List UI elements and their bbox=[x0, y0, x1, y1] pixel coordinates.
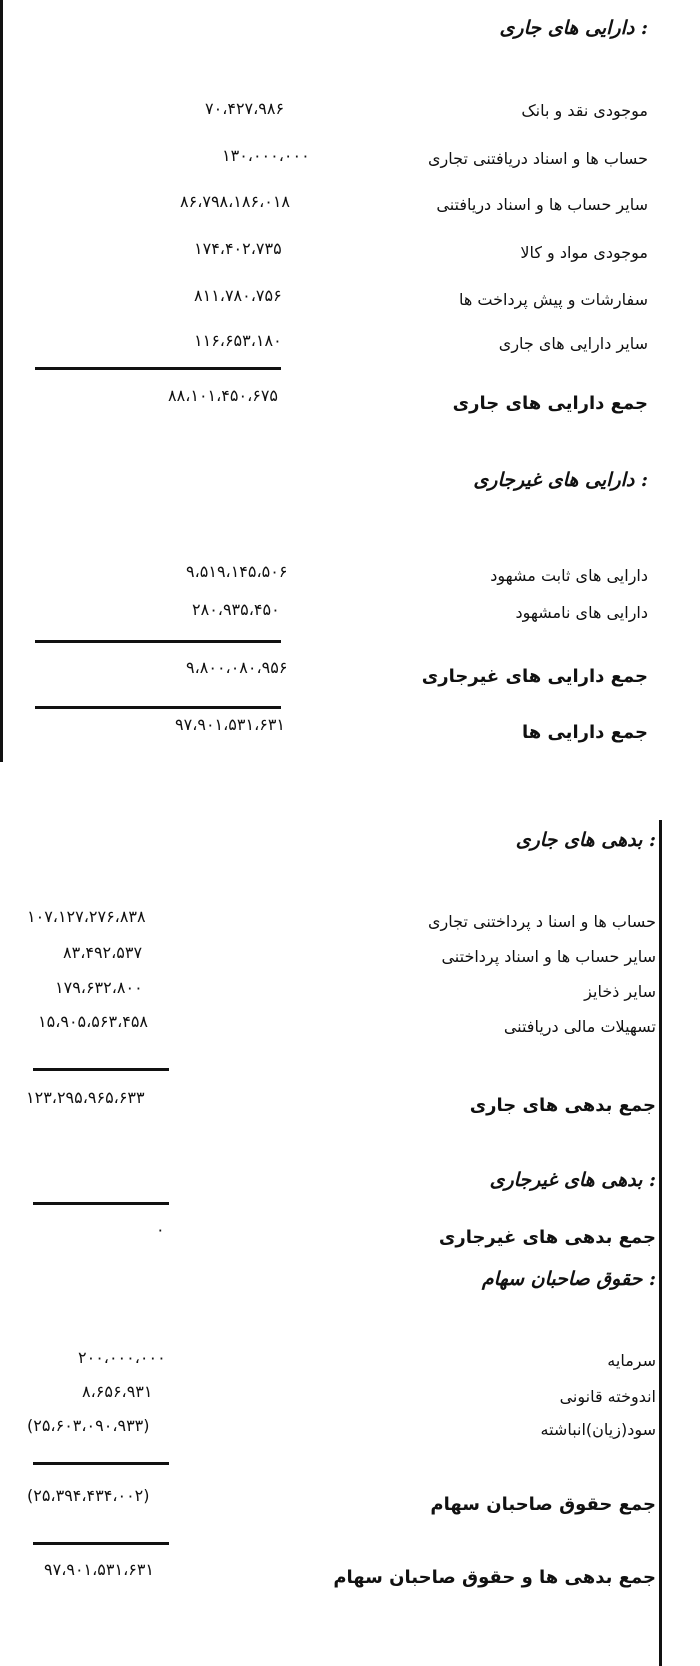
equity-row-value: ۸،۶۵۶،۹۳۱ bbox=[82, 1382, 153, 1401]
total-assets-label: جمع دارایی ها bbox=[521, 722, 648, 743]
current-liabilities-heading: بدهی های جاری : bbox=[515, 829, 656, 851]
equity-row-value: (۲۵،۶۰۳،۰۹۰،۹۳۳) bbox=[27, 1416, 150, 1435]
liability-row-label: سایر ذخایز bbox=[584, 982, 656, 1001]
equity-row-label: سود(زیان)انباشته bbox=[540, 1420, 656, 1439]
liability-row-value: ۱۵،۹۰۵،۵۶۳،۴۵۸ bbox=[38, 1012, 149, 1031]
noncurrent-assets-total-value: ۹،۸۰۰،۰۸۰،۹۵۶ bbox=[186, 658, 288, 677]
subtotal-rule bbox=[33, 1068, 169, 1071]
asset-row-label: موجودی نقد و بانک bbox=[521, 101, 648, 120]
liability-row-value: ۸۳،۴۹۲،۵۳۷ bbox=[63, 943, 143, 962]
noncurrent-assets-heading: دارایی های غیرجاری : bbox=[473, 469, 648, 491]
liability-row-label: حساب ها و اسنا د پرداختنی تجاری bbox=[428, 912, 656, 931]
liability-row-label: سایر حساب ها و اسناد پرداختنی bbox=[441, 947, 656, 966]
noncurrent-liabilities-total-label: جمع بدهی های غیرجاری bbox=[438, 1227, 656, 1248]
asset-row-value: ۱۷۴،۴۰۲،۷۳۵ bbox=[194, 239, 282, 258]
total-assets-value: ۹۷،۹۰۱،۵۳۱،۶۳۱ bbox=[175, 715, 286, 734]
asset-row-label: موجودی مواد و کالا bbox=[520, 243, 648, 262]
equity-total-value: (۲۵،۳۹۴،۴۳۴،۰۰۲) bbox=[27, 1486, 150, 1505]
total-liabilities-equity-value: ۹۷،۹۰۱،۵۳۱،۶۳۱ bbox=[44, 1560, 155, 1579]
subtotal-rule bbox=[35, 640, 281, 643]
asset-row-value: ۹،۵۱۹،۱۴۵،۵۰۶ bbox=[186, 562, 288, 581]
asset-row-value: ۲۸۰،۹۳۵،۴۵۰ bbox=[192, 600, 280, 619]
subtotal-rule bbox=[35, 367, 281, 370]
asset-row-label: سایر دارایی های جاری bbox=[498, 334, 648, 353]
current-assets-heading: دارایی های جاری : bbox=[499, 17, 648, 39]
total-liabilities-equity-label: جمع بدهی ها و حقوق صاحبان سهام bbox=[333, 1567, 656, 1588]
current-assets-total-label: جمع دارایی های جاری bbox=[452, 393, 648, 414]
liability-row-value: ۱۷۹،۶۳۲،۸۰۰ bbox=[55, 978, 143, 997]
equity-total-label: جمع حقوق صاحبان سهام bbox=[430, 1494, 656, 1515]
liability-row-value: ۱۰۷،۱۲۷،۲۷۶،۸۳۸ bbox=[27, 907, 146, 926]
asset-row-label: دارایی های ثابت مشهود bbox=[490, 566, 648, 585]
noncurrent-liabilities-heading: بدهی های غیرجاری : bbox=[489, 1169, 656, 1191]
asset-row-value: ۷۰،۴۲۷،۹۸۶ bbox=[205, 99, 285, 118]
noncurrent-assets-total-label: جمع دارایی های غیرجاری bbox=[421, 666, 648, 687]
asset-row-value: ۱۱۶،۶۵۳،۱۸۰ bbox=[194, 331, 282, 350]
asset-row-label: حساب ها و اسناد دریافتنی تجاری bbox=[428, 149, 648, 168]
asset-row-label: سفارشات و پیش پرداخت ها bbox=[459, 290, 648, 309]
current-liabilities-total-label: جمع بدهی های جاری bbox=[469, 1095, 656, 1116]
asset-row-value: ۸۶،۷۹۸،۱۸۶،۰۱۸ bbox=[180, 192, 291, 211]
current-assets-total-value: ۸۸،۱۰۱،۴۵۰،۶۷۵ bbox=[168, 386, 279, 405]
equity-row-value: ۲۰۰،۰۰۰،۰۰۰ bbox=[78, 1348, 166, 1367]
asset-row-label: سایر حساب ها و اسناد دریافتنی bbox=[436, 195, 648, 214]
current-liabilities-total-value: ۱۲۳،۲۹۵،۹۶۵،۶۳۳ bbox=[26, 1088, 145, 1107]
total-rule bbox=[33, 1542, 169, 1545]
subtotal-rule bbox=[33, 1462, 169, 1465]
asset-row-value: ۱۳۰،۰۰۰،۰۰۰ bbox=[222, 146, 310, 165]
equity-row-label: سرمایه bbox=[607, 1351, 656, 1370]
assets-left-border bbox=[0, 0, 3, 762]
subtotal-rule bbox=[33, 1202, 169, 1205]
liabilities-right-border bbox=[659, 820, 662, 1666]
liability-row-label: تسهیلات مالی دریافتنی bbox=[503, 1017, 656, 1036]
total-rule bbox=[35, 706, 281, 709]
asset-row-label: دارایی های نامشهود bbox=[515, 603, 648, 622]
noncurrent-liabilities-total-value: ۰ bbox=[156, 1220, 165, 1239]
equity-row-label: اندوخته قانونی bbox=[559, 1387, 656, 1406]
asset-row-value: ۸۱۱،۷۸۰،۷۵۶ bbox=[194, 286, 282, 305]
equity-heading: حقوق صاحبان سهام : bbox=[481, 1268, 656, 1290]
